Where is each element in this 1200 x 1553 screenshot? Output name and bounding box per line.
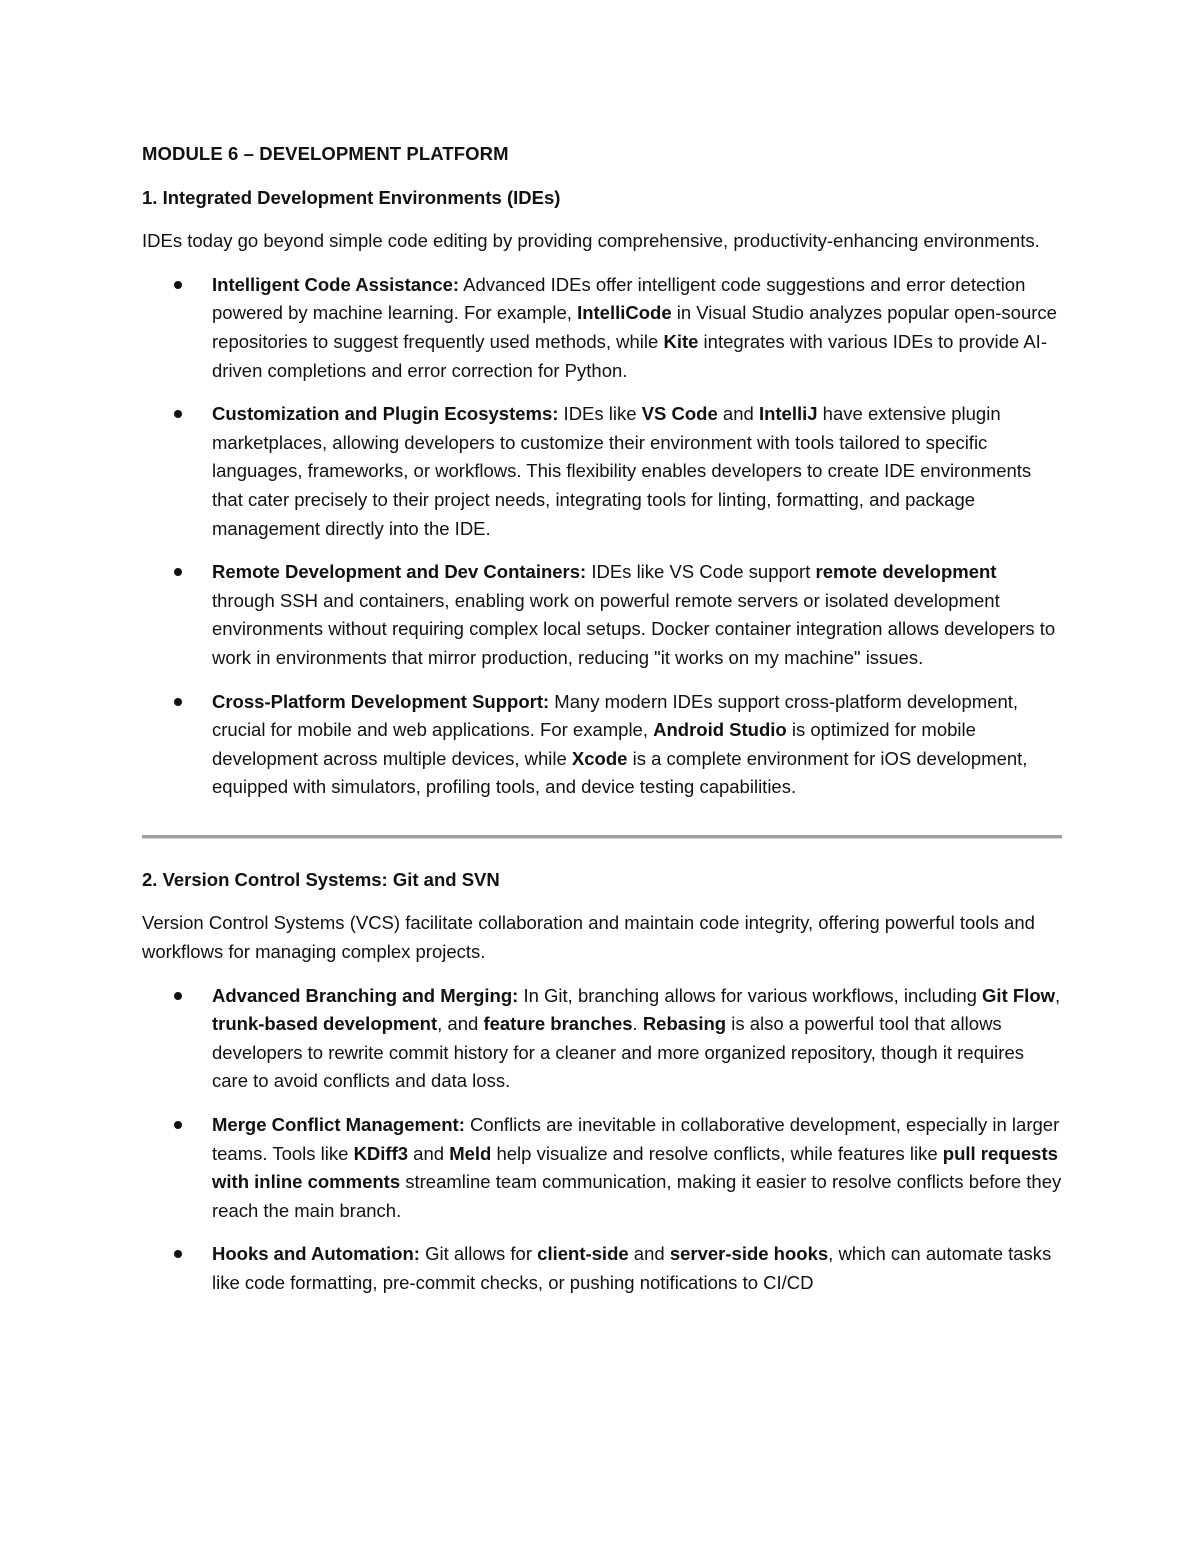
bullet-title: Cross-Platform Development Support: xyxy=(212,690,550,712)
section-heading-vcs: 2. Version Control Systems: Git and SVN xyxy=(142,868,500,890)
list-item xyxy=(142,688,1062,802)
bullet-text: is a complete environment for iOS development, equipped with simulators, profiling tools, and device testing capabilities. xyxy=(212,747,1028,798)
bold-term: IntelliCode xyxy=(577,302,672,324)
list-item xyxy=(142,1111,1062,1225)
bullet-icon xyxy=(174,992,182,1000)
ides-bullet-list xyxy=(142,271,1062,802)
bullet-text: Git allows for xyxy=(419,1243,538,1265)
bullet-text: and xyxy=(408,1142,450,1164)
bullet-text: Conflicts are inevitable in collaborative development, especially in larger teams. Tools like xyxy=(212,1114,1060,1164)
bullet-text: In Git, branching allows for various workflows, including xyxy=(518,984,983,1006)
bullet-text: and xyxy=(717,403,759,425)
bullet-text: streamline team communication, making it easier to resolve conflicts before they reach the main branch. xyxy=(212,1171,1062,1221)
bold-term: Android Studio xyxy=(653,719,787,741)
bold-term: pull requests with inline comments xyxy=(212,1142,1058,1193)
bullet-icon xyxy=(174,1121,182,1129)
bold-term: Xcode xyxy=(571,747,628,769)
bullet-icon xyxy=(174,410,182,418)
list-item xyxy=(142,982,1062,1096)
document-page xyxy=(142,140,1062,1313)
bullet-text: IDEs like VS Code support xyxy=(586,561,816,583)
bullet-icon xyxy=(174,1250,182,1258)
bullet-text: , xyxy=(1055,984,1061,1006)
bold-term: trunk-based development xyxy=(212,1013,438,1035)
bullet-icon xyxy=(174,568,182,576)
bullet-text: , and xyxy=(437,1013,484,1035)
module-title: MODULE 6 – DEVELOPMENT PLATFORM xyxy=(142,143,509,164)
bold-term: client-side xyxy=(537,1243,629,1265)
list-item xyxy=(142,558,1062,672)
section-intro-ides: IDEs today go beyond simple code editing by providing comprehensive, productivity-enhancing environments. xyxy=(142,230,1040,252)
section-intro-vcs: Version Control Systems (VCS) facilitate collaboration and maintain code integrity, offering powerful tools and workflows for managing complex projects. xyxy=(142,912,1035,963)
bullet-text: integrates with various IDEs to provide AI-driven completions and error correction for Python. xyxy=(212,330,1047,381)
bold-term: server-side hooks xyxy=(669,1243,829,1265)
bullet-text: is optimized for mobile development across multiple devices, while xyxy=(212,719,976,769)
bullet-text: and xyxy=(628,1243,670,1265)
bullet-text: have extensive plugin marketplaces, allowing developers to customize their environment with tools tailored to specific languages, frameworks, or workflows. This flexibility enables developers to create IDE environments that cater precisely to their project needs, integrating tools for linting, formatting, and package management directly into the IDE. xyxy=(212,403,1032,539)
bold-term: Kite xyxy=(663,330,699,352)
bullet-title: Remote Development and Dev Containers: xyxy=(212,561,587,583)
list-item xyxy=(142,400,1062,543)
bold-term: KDiff3 xyxy=(353,1142,409,1164)
bullet-title: Merge Conflict Management: xyxy=(212,1114,465,1136)
bullet-text: Many modern IDEs support cross-platform development, crucial for mobile and web applications. For example, xyxy=(212,690,1019,741)
bullet-text: help visualize and resolve conflicts, while features like xyxy=(491,1142,943,1164)
list-item xyxy=(142,1240,1062,1297)
bullet-title: Advanced Branching and Merging: xyxy=(212,984,519,1006)
vcs-bullet-list xyxy=(142,982,1062,1298)
bold-term: feature branches xyxy=(483,1013,633,1035)
bullet-text: through SSH and containers, enabling work on powerful remote servers or isolated development environments without requiring complex local setups. Docker container integration allows developers to work in environments that mirror production, reducing "it works on my machine" issues. xyxy=(212,589,1056,668)
section-heading-ides: 1. Integrated Development Environments (IDEs) xyxy=(142,186,561,208)
bold-term: Meld xyxy=(449,1142,492,1164)
bullet-title: Intelligent Code Assistance: xyxy=(212,273,460,295)
bullet-icon xyxy=(174,281,182,289)
bullet-title: Hooks and Automation: xyxy=(212,1243,420,1265)
bold-term: VS Code xyxy=(641,403,718,425)
section-divider xyxy=(142,835,1062,839)
list-item xyxy=(142,271,1062,385)
bullet-text: , which can automate tasks like code formatting, pre-commit checks, or pushing notifications to CI/CD xyxy=(212,1243,1052,1293)
bullet-text: in Visual Studio analyzes popular open-source repositories to suggest frequently used methods, while xyxy=(212,302,1057,352)
bold-term: Git Flow xyxy=(982,984,1056,1006)
bullet-icon xyxy=(174,698,182,706)
bullet-text: IDEs like xyxy=(558,403,642,425)
bullet-text: . xyxy=(632,1013,643,1035)
bold-term: Rebasing xyxy=(642,1013,727,1035)
bullet-text: Advanced IDEs offer intelligent code suggestions and error detection powered by machine learning. For example, xyxy=(212,273,1026,324)
bold-term: remote development xyxy=(815,561,997,583)
bold-term: IntelliJ xyxy=(758,403,818,425)
bullet-text: is also a powerful tool that allows developers to rewrite commit history for a cleaner and more organized repository, though it requires care to avoid conflicts and data loss. xyxy=(212,1013,1024,1092)
bullet-title: Customization and Plugin Ecosystems: xyxy=(212,403,559,425)
